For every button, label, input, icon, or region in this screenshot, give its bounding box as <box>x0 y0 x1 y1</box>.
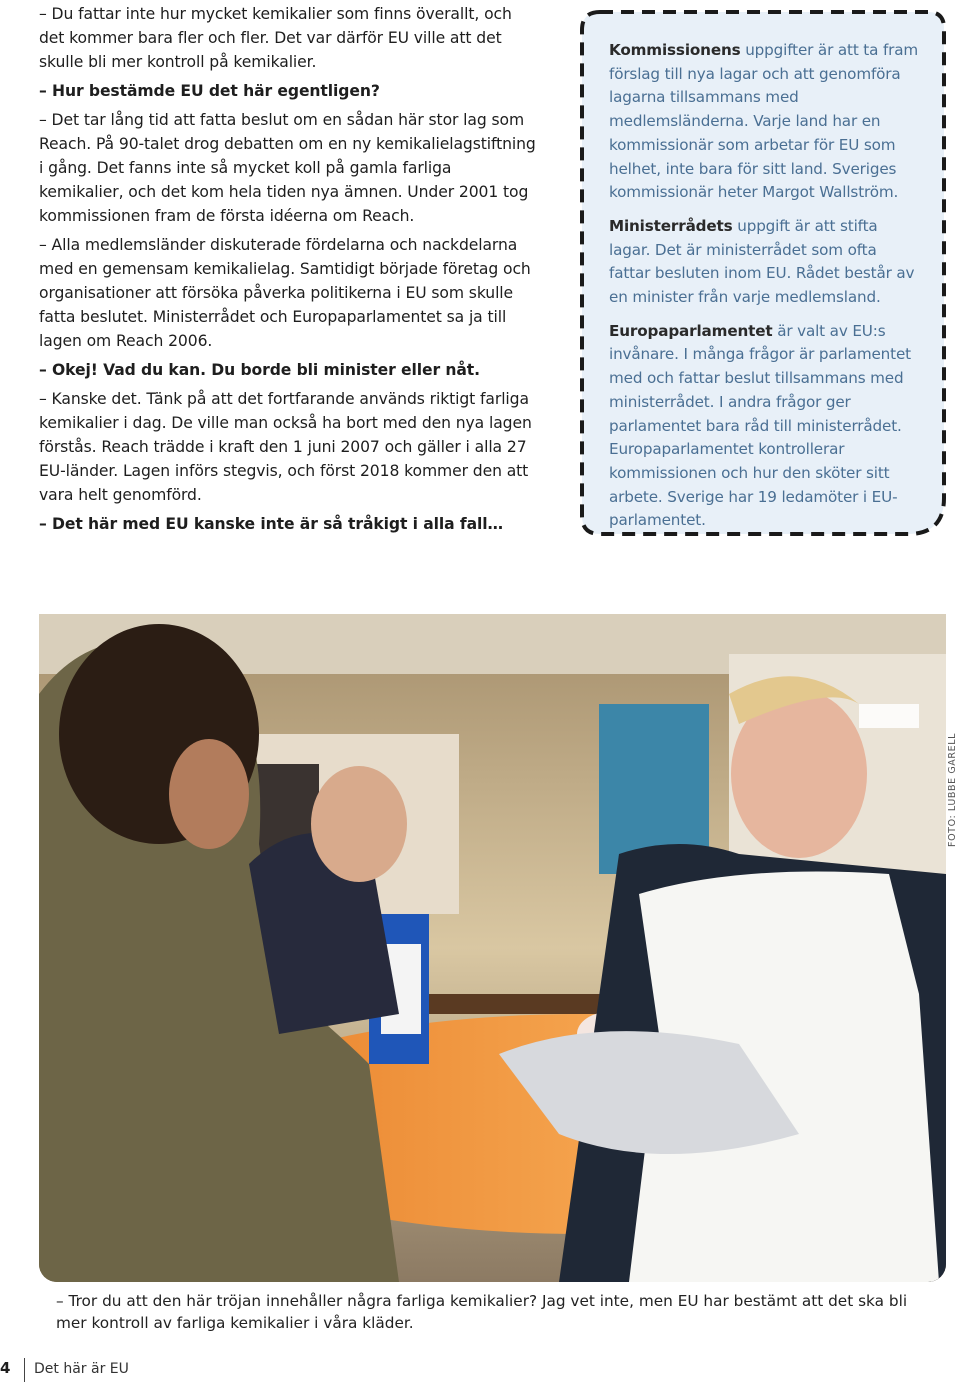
publication-title: Det här är EU <box>34 1361 129 1377</box>
term-label: Kommissionens <box>609 41 741 59</box>
info-box-text <box>609 39 921 543</box>
closing-line: – Det här med EU kanske inte är så tråkigt i alla fall… <box>39 515 504 533</box>
photo-caption: – Tror du att den här tröjan innehåller några farliga kemikalier? Jag vet inte, men EU har bestämt att det ska bli mer kontroll av farliga kemikalier i våra kläder. <box>56 1292 908 1332</box>
info-item-council <box>609 215 921 310</box>
main-text-column <box>39 2 537 541</box>
term-label: Ministerrådets <box>609 216 733 235</box>
exclamation-line: – Okej! Vad du kan. Du borde bli minister eller nåt. <box>39 361 480 379</box>
term-description: är valt av EU:s invånare. I många frågor är parlamentet med och fattar beslut tillsammans med ministerrådet. I andra frågor ger parlamentet bara råd till ministerrådet. Europaparlamentet kontrollerar kommissionen och hur den sköter sitt arbete. Sverige har 19 ledamöter i EU-parlamentet. <box>609 321 911 530</box>
term-description: uppgift är att stifta lagar. Det är ministerrådet som ofta fattar besluten inom EU. Rådet består av en minister från varje medlemsland. <box>609 216 915 307</box>
info-item-commission <box>609 39 921 205</box>
page-footer <box>0 1358 300 1382</box>
photo-credit <box>947 733 960 863</box>
paragraph: – Det tar lång tid att fatta beslut om en sådan här stor lag som Reach. På 90-talet drog debatten om en ny kemikalielagstiftning i gång. Det fanns inte så mycket koll på gamla farliga kemikalier, och det kom hela tiden nya ämnen. Under 2001 tog kommissionen fram de första idéerna om Reach. <box>39 111 536 225</box>
paragraph: – Alla medlemsländer diskuterade fördelarna och nackdelarna med en gemensam kemikalielag. Samtidigt började företag och organisationer att försöka påverka politikerna i EU som skulle fatta beslutet. Ministerrådet och Europaparlamentet sa ja till lagen om Reach 2006. <box>39 236 531 350</box>
footer-divider <box>24 1358 25 1382</box>
term-label: Europaparlamentet <box>609 321 773 340</box>
photo-credit-text: FOTO: LUBBE GARELL <box>947 733 958 847</box>
paragraph: – Kanske det. Tänk på att det fortfarande används riktigt farliga kemikalier i dag. De ville man också ha bort med den nya lagen förstås. Reach trädde i kraft den 1 juni 2007 och gäller i alla 27 EU-länder. Lagen införs stegvis, och först 2018 kommer den att vara helt genomförd. <box>39 390 532 504</box>
page-number: 4 <box>0 1359 11 1377</box>
term-description: uppgifter är att ta fram förslag till nya lagar och att genomföra lagarna tillsammans med medlemsländerna. Varje land har en kommissionär som arbetar för EU som helhet, inte bara för sitt land. Sveriges kommissionär heter Margot Wallström. <box>609 41 919 202</box>
photo-illustration <box>39 614 946 1282</box>
paragraph: – Du fattar inte hur mycket kemikalier som finns överallt, och det kommer bara fler och fler. Det var därför EU ville att det skulle bli mer kontroll på kemikalier. <box>39 5 512 71</box>
info-box <box>578 8 948 540</box>
cafe-photo <box>39 614 946 1282</box>
info-item-parliament <box>609 320 921 533</box>
question-heading: – Hur bestämde EU det här egentligen? <box>39 82 380 100</box>
